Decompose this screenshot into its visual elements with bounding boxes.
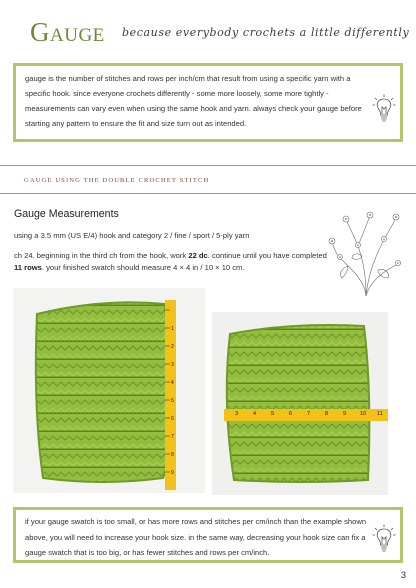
instructions-text-3: . your finished swatch should measure 4 × 4 in / 10 × 10 cm.: [41, 263, 245, 272]
lightbulb-icon: [372, 94, 396, 124]
section-divider-top: [0, 165, 416, 166]
tape-mark: 7: [307, 411, 311, 417]
measuring-tape: [224, 409, 388, 421]
page-number: 3: [400, 570, 406, 580]
swatch-vertical-tape-image: [13, 288, 205, 493]
svg-text:5: 5: [171, 398, 174, 404]
page-title: Gauge: [30, 17, 105, 47]
svg-text:4: 4: [171, 380, 174, 386]
tape-mark: 5: [271, 411, 275, 417]
row-count: 11 rows: [14, 263, 42, 272]
tape-mark: 10: [360, 411, 367, 417]
svg-text:7: 7: [171, 434, 174, 440]
svg-text:3: 3: [171, 362, 174, 368]
swatch-photo-height: [212, 312, 388, 495]
tape-mark: 6: [289, 411, 293, 417]
section-divider-bottom: [0, 193, 416, 194]
instructions-text-1: ch 24. beginning in the third ch from the hook, work: [14, 251, 189, 260]
tape-mark: 11: [377, 411, 383, 417]
hook-yarn-line: using a 3.5 mm (US E/4) hook and category 2 / fine / sport / 5-ply yarn: [14, 231, 250, 240]
measurements-heading: Gauge Measurements: [14, 208, 119, 220]
svg-text:2: 2: [171, 344, 174, 350]
intro-info-box: [13, 63, 403, 142]
tape-mark: 8: [325, 411, 329, 417]
gauge-tip-box: [13, 507, 403, 563]
instructions-text-2: . continue until you have completed: [207, 251, 327, 260]
tape-mark: 3: [235, 411, 239, 417]
stitch-count: 22 dc: [188, 251, 208, 260]
svg-text:6: 6: [171, 416, 174, 422]
svg-text:8: 8: [171, 452, 174, 458]
tape-mark: 9: [343, 411, 347, 417]
page-subtitle: because everybody crochets a little differently: [122, 26, 410, 39]
svg-text:9: 9: [171, 470, 174, 476]
intro-text: gauge is the number of stitches and rows per inch/cm that result from using a specific yarn with a specific hook. since everyone crochets differently - some more loosely, some more tightly - measurements can vary even when using the same hook and yarn. always check your gauge before starting any pattern to ensure the fit and size turn out as intended.: [25, 74, 362, 128]
svg-text:1: 1: [171, 326, 174, 332]
tape-mark: 4: [253, 411, 257, 417]
swatch-instructions: [14, 250, 332, 274]
swatch-horizontal-tape-image: [212, 312, 388, 495]
lightbulb-icon: [372, 524, 396, 554]
swatch-photo-width: [13, 288, 205, 493]
flower-sketch-icon: [328, 208, 408, 298]
gauge-tip-text: if your gauge swatch is too small, or has more rows and stitches per cm/inch than the example shown above, you will need to increase your hook size. in the same way, decreasing your hook size can fix a gauge swatch that is too big, or has fewer stitches and rows per cm/inch.: [25, 517, 367, 557]
section-label: GAUGE USING THE DOUBLE CROCHET STITCH: [24, 177, 210, 184]
